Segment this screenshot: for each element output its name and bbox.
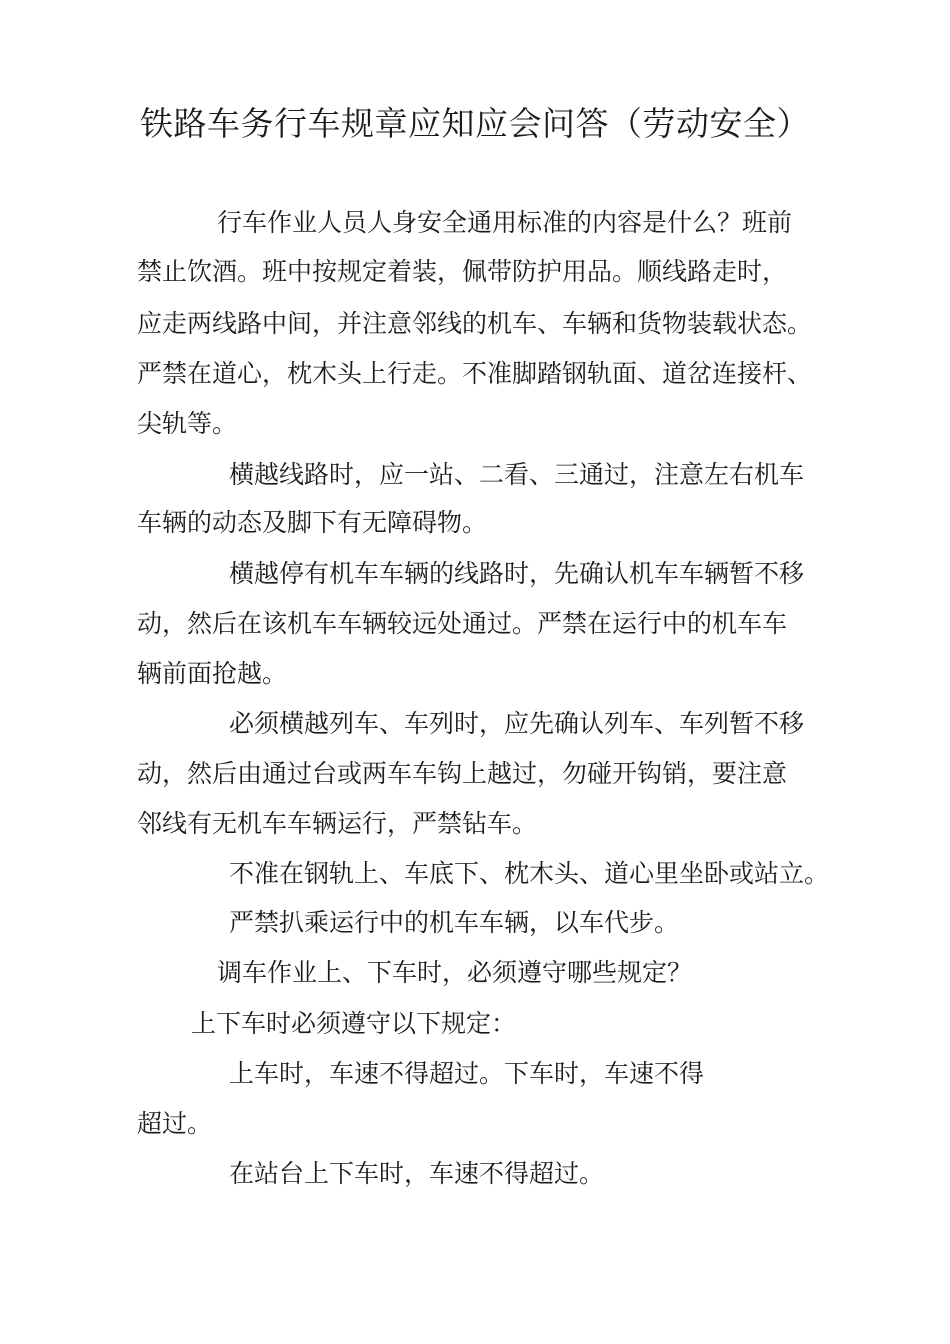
text-line: 横越停有机车车辆的线路时，先确认机车车辆暂不移 [229,559,805,588]
text-line: 动，然后在该机车车辆较远处通过。严禁在运行中的机车车 [137,609,788,638]
text-line: 尖轨等。 [137,409,238,438]
text-line: 上车时，车速不得超过。下车时，车速不得 [229,1059,705,1088]
text-line: 横越线路时，应一站、二看、三通过，注意左右机车 [229,460,805,489]
text-line: 上下车时必须遵守以下规定： [191,1009,517,1038]
document-title: 铁路车务行车规章应知应会问答（劳动安全） [140,104,810,143]
text-line: 调车作业上、下车时，必须遵守哪些规定？ [217,958,693,987]
text-line: 必须横越列车、车列时，应先确认列车、车列暂不移 [229,709,805,738]
text-line: 行车作业人员人身安全通用标准的内容是什么？班前 [217,208,793,237]
text-line: 禁止饮酒。班中按规定着装，佩带防护用品。顺线路走时， [137,257,788,286]
text-line: 不准在钢轨上、车底下、枕木头、道心里坐卧或站立。 [229,859,830,888]
text-line: 车辆的动态及脚下有无障碍物。 [137,508,488,537]
text-line: 邻线有无机车车辆运行，严禁钻车。 [137,809,538,838]
text-line: 严禁在道心，枕木头上行走。不准脚踏钢轨面、道岔连接杆、 [137,359,813,388]
text-line: 动，然后由通过台或两车车钩上越过，勿碰开钩销，要注意 [137,759,788,788]
text-line: 超过。 [137,1109,213,1138]
text-line: 辆前面抢越。 [137,659,288,688]
text-line: 严禁扒乘运行中的机车车辆，以车代步。 [229,908,680,937]
text-line: 应走两线路中间，并注意邻线的机车、车辆和货物装载状态。 [137,309,813,338]
text-line: 在站台上下车时，车速不得超过。 [229,1159,605,1188]
